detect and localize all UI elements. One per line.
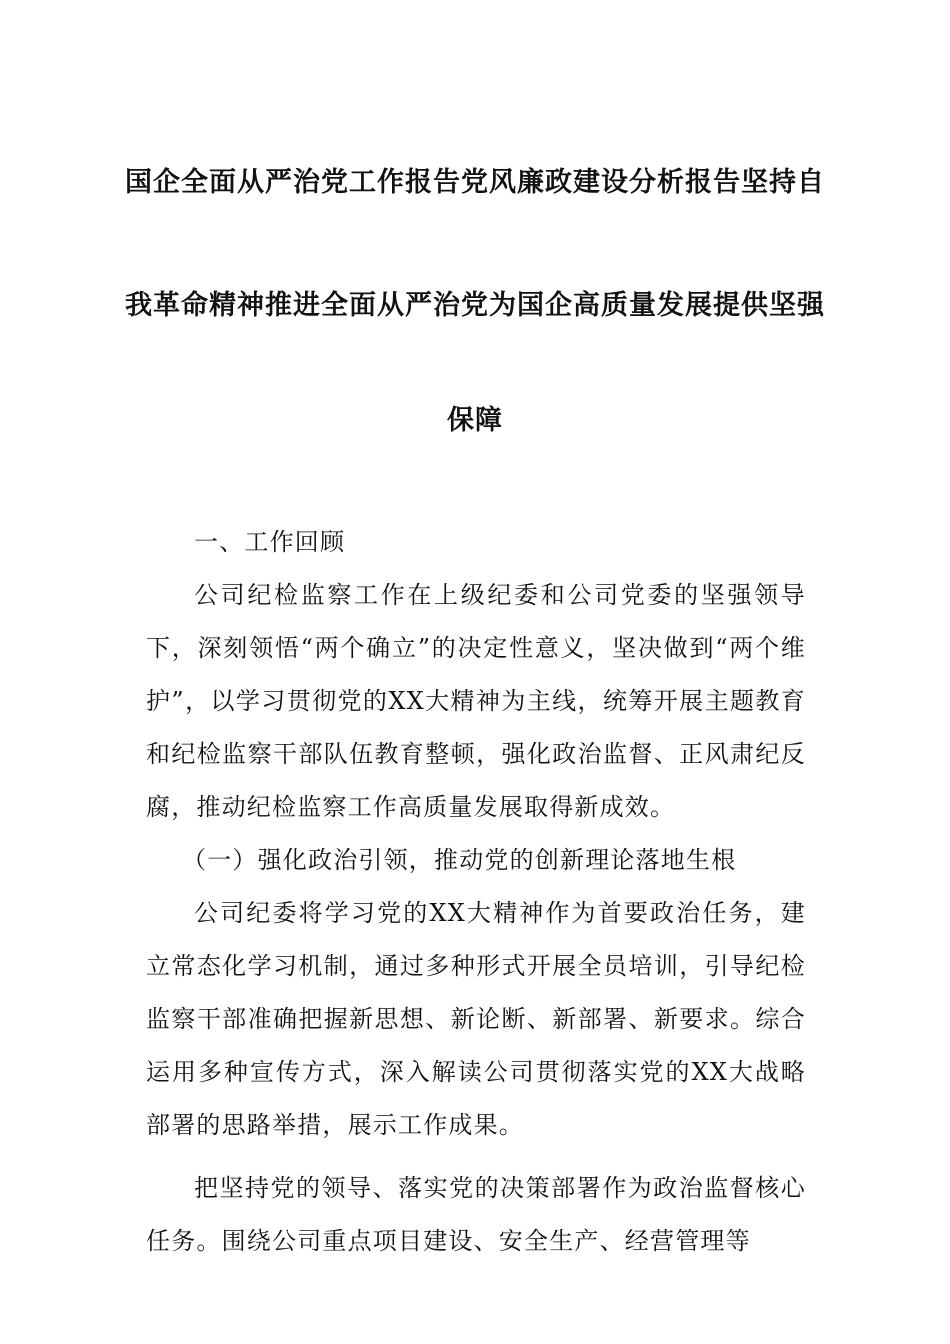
document-title-line-1: 国企全面从严治党工作报告党风廉政建设分析报告坚持自 (125, 167, 825, 198)
document-title-line-3: 保障 (447, 405, 503, 436)
paragraph: 公司纪委将学习党的XX大精神作为首要政治任务，建立常态化学习机制，通过多种形式开展全员培训，引导纪检监察干部准确把握新思想、新论断、新部署、新要求。综合运用多种宣传方式，深入解读公司贯彻落实党的XX大战略部署的思路举措，展示工作成果。 (146, 899, 806, 1139)
document-body (146, 516, 806, 1268)
paragraph: 公司纪检监察工作在上级纪委和公司党委的坚强领导下，深刻领悟“两个确立”的决定性意义，坚决做到“两个维护”，以学习贯彻党的XX大精神为主线，统筹开展主题教育和纪检监察干部队伍教育整顿，强化政治监督、正风肃纪反腐，推动纪检监察工作高质量发展取得新成效。 (146, 581, 806, 821)
section-heading: 一、工作回顾 (194, 528, 346, 556)
paragraph: 把坚持党的领导、落实党的决策部署作为政治监督核心任务。围绕公司重点项目建设、安全生产、经营管理等 (146, 1174, 806, 1255)
subsection-heading: （一）强化政治引领，推动党的创新理论落地生根 (182, 846, 737, 874)
document-title-line-2: 我革命精神推进全面从严治党为国企高质量发展提供坚强 (125, 290, 825, 321)
